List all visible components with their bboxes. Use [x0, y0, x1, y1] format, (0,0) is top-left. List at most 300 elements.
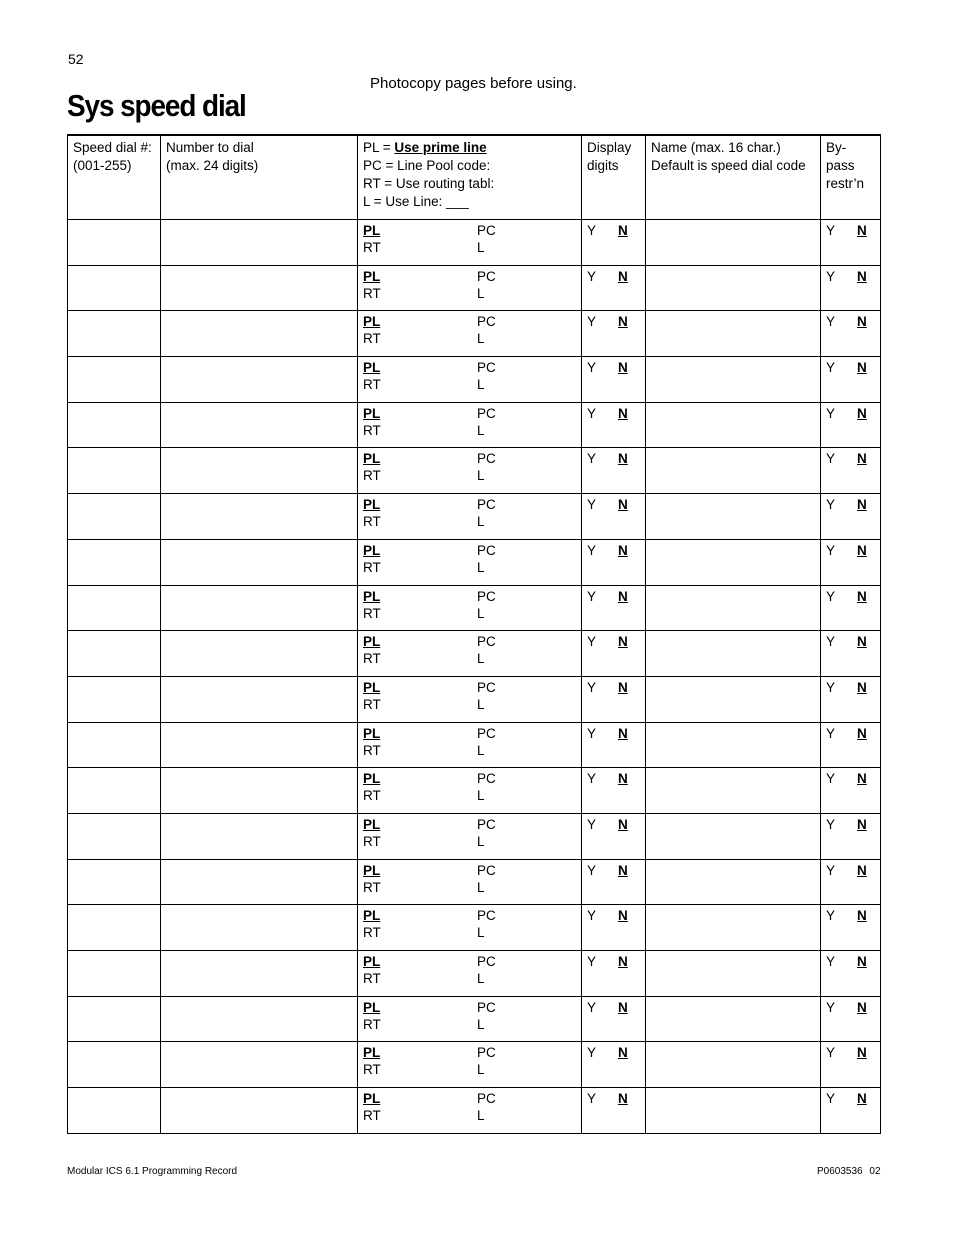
option-yes[interactable]: Y [826, 451, 836, 467]
speed-dial-cell[interactable] [68, 996, 161, 1042]
option-yes[interactable]: Y [826, 679, 836, 695]
number-cell[interactable] [161, 813, 358, 859]
option-no[interactable]: N [857, 634, 867, 650]
display-cell[interactable] [582, 494, 646, 540]
option-rt[interactable]: RT [363, 1062, 381, 1078]
option-pl[interactable]: PL [363, 862, 381, 878]
display-cell[interactable] [582, 859, 646, 905]
option-yes[interactable]: Y [587, 1091, 597, 1107]
display-cell[interactable] [582, 1042, 646, 1088]
name-cell[interactable] [646, 951, 821, 997]
option-pl[interactable]: PL [363, 1045, 381, 1061]
route-cell[interactable] [358, 859, 582, 905]
option-yes[interactable]: Y [587, 314, 597, 330]
header-name-line: Name (max. 16 char.) [651, 140, 781, 155]
speed-dial-cell[interactable] [68, 859, 161, 905]
option-l[interactable]: L [477, 925, 485, 941]
option-no[interactable]: N [618, 725, 628, 741]
option-yes[interactable]: Y [587, 451, 597, 467]
number-cell[interactable] [161, 859, 358, 905]
route-cell[interactable] [358, 722, 582, 768]
route-cell[interactable] [358, 402, 582, 448]
name-cell[interactable] [646, 1088, 821, 1134]
option-yes[interactable]: Y [587, 862, 597, 878]
option-pc[interactable]: PC [477, 360, 496, 376]
display-cell[interactable] [582, 905, 646, 951]
option-rt[interactable]: RT [363, 514, 381, 530]
option-no[interactable]: N [618, 771, 628, 787]
option-pc[interactable]: PC [477, 542, 496, 558]
option-no[interactable]: N [857, 999, 867, 1015]
route-cell[interactable] [358, 1042, 582, 1088]
option-no[interactable]: N [618, 588, 628, 604]
option-pc[interactable]: PC [477, 588, 496, 604]
option-pc[interactable]: PC [477, 223, 496, 238]
speed-dial-cell[interactable] [68, 265, 161, 311]
option-pl[interactable]: PL [363, 223, 381, 238]
option-pc[interactable]: PC [477, 634, 496, 650]
option-pc[interactable]: PC [477, 405, 496, 421]
option-pc[interactable]: PC [477, 679, 496, 695]
bypass-cell[interactable] [821, 859, 881, 905]
option-yes[interactable]: Y [826, 634, 836, 650]
option-yes[interactable]: Y [826, 862, 836, 878]
option-no[interactable]: N [857, 451, 867, 467]
option-rt[interactable]: RT [363, 240, 381, 255]
table-row [68, 1042, 881, 1088]
display-cell[interactable] [582, 311, 646, 357]
speed-dial-cell[interactable] [68, 768, 161, 814]
option-rt[interactable]: RT [363, 285, 381, 301]
bypass-cell[interactable] [821, 402, 881, 448]
option-pc[interactable]: PC [477, 451, 496, 467]
option-no[interactable]: N [618, 634, 628, 650]
option-rt[interactable]: RT [363, 1016, 381, 1032]
option-pl[interactable]: PL [363, 314, 381, 330]
option-no[interactable]: N [618, 314, 628, 330]
option-pc[interactable]: PC [477, 999, 496, 1015]
option-pc[interactable]: PC [477, 771, 496, 787]
option-yes[interactable]: Y [587, 634, 597, 650]
route-options [363, 313, 576, 349]
name-cell[interactable] [646, 722, 821, 768]
option-no[interactable]: N [618, 360, 628, 376]
speed-dial-cell[interactable] [68, 1088, 161, 1134]
route-cell[interactable] [358, 311, 582, 357]
number-cell[interactable] [161, 357, 358, 403]
table-row [68, 722, 881, 768]
option-no[interactable]: N [857, 1091, 867, 1107]
option-no[interactable]: N [857, 954, 867, 969]
bypass-cell[interactable] [821, 813, 881, 859]
option-no[interactable]: N [618, 223, 628, 238]
display-cell[interactable] [582, 265, 646, 311]
option-pl[interactable]: PL [363, 542, 381, 558]
option-no[interactable]: N [618, 451, 628, 467]
speed-dial-cell[interactable] [68, 951, 161, 997]
route-options [363, 1044, 576, 1080]
option-rt[interactable]: RT [363, 331, 381, 347]
display-options [587, 679, 640, 697]
option-l[interactable]: L [477, 1108, 485, 1124]
option-pc[interactable]: PC [477, 1045, 496, 1061]
name-cell[interactable] [646, 905, 821, 951]
number-cell[interactable] [161, 722, 358, 768]
option-no[interactable]: N [618, 816, 628, 832]
option-rt[interactable]: RT [363, 422, 381, 438]
name-cell[interactable] [646, 768, 821, 814]
option-yes[interactable]: Y [587, 816, 597, 832]
option-l[interactable]: L [477, 651, 485, 667]
bypass-cell[interactable] [821, 265, 881, 311]
option-no[interactable]: N [618, 862, 628, 878]
option-pc[interactable]: PC [477, 816, 496, 832]
bypass-options [826, 679, 875, 697]
option-yes[interactable]: Y [826, 223, 836, 238]
option-yes[interactable]: Y [587, 542, 597, 558]
bypass-cell[interactable] [821, 1042, 881, 1088]
option-rt[interactable]: RT [363, 925, 381, 941]
name-cell[interactable] [646, 539, 821, 585]
table-row [68, 265, 881, 311]
bypass-cell[interactable] [821, 448, 881, 494]
option-pc[interactable]: PC [477, 268, 496, 284]
option-pl[interactable]: PL [363, 816, 381, 832]
option-rt[interactable]: RT [363, 971, 381, 986]
option-yes[interactable]: Y [826, 360, 836, 376]
option-pl[interactable]: PL [363, 954, 381, 969]
option-pl[interactable]: PL [363, 679, 381, 695]
speed-dial-cell[interactable] [68, 311, 161, 357]
option-pc[interactable]: PC [477, 725, 496, 741]
speed-dial-cell[interactable] [68, 220, 161, 266]
option-pc[interactable]: PC [477, 908, 496, 924]
number-cell[interactable] [161, 1042, 358, 1088]
option-no[interactable]: N [857, 360, 867, 376]
bypass-cell[interactable] [821, 311, 881, 357]
header-bypass [821, 135, 881, 220]
option-yes[interactable]: Y [587, 405, 597, 421]
number-cell[interactable] [161, 265, 358, 311]
option-rt[interactable]: RT [363, 833, 381, 849]
number-cell[interactable] [161, 631, 358, 677]
name-cell[interactable] [646, 402, 821, 448]
option-l[interactable]: L [477, 422, 485, 438]
speed-dial-cell[interactable] [68, 905, 161, 951]
speed-dial-cell[interactable] [68, 539, 161, 585]
display-cell[interactable] [582, 448, 646, 494]
route-cell[interactable] [358, 676, 582, 722]
number-cell[interactable] [161, 539, 358, 585]
option-no[interactable]: N [857, 908, 867, 924]
route-cell[interactable] [358, 768, 582, 814]
option-l[interactable]: L [477, 559, 485, 575]
option-rt[interactable]: RT [363, 742, 381, 758]
option-pl[interactable]: PL [363, 725, 381, 741]
option-l[interactable]: L [477, 833, 485, 849]
option-yes[interactable]: Y [826, 771, 836, 787]
option-no[interactable]: N [857, 223, 867, 238]
bypass-cell[interactable] [821, 494, 881, 540]
option-l[interactable]: L [477, 285, 485, 301]
option-pc[interactable]: PC [477, 862, 496, 878]
display-cell[interactable] [582, 402, 646, 448]
option-l[interactable]: L [477, 742, 485, 758]
display-cell[interactable] [582, 220, 646, 266]
option-pl[interactable]: PL [363, 451, 381, 467]
option-no[interactable]: N [618, 497, 628, 513]
number-cell[interactable] [161, 585, 358, 631]
display-cell[interactable] [582, 539, 646, 585]
speed-dial-cell[interactable] [68, 722, 161, 768]
display-cell[interactable] [582, 676, 646, 722]
name-cell[interactable] [646, 265, 821, 311]
number-cell[interactable] [161, 676, 358, 722]
option-yes[interactable]: Y [826, 1091, 836, 1107]
option-no[interactable]: N [857, 679, 867, 695]
option-rt[interactable]: RT [363, 468, 381, 484]
bypass-cell[interactable] [821, 951, 881, 997]
name-cell[interactable] [646, 494, 821, 540]
name-cell[interactable] [646, 585, 821, 631]
name-cell[interactable] [646, 631, 821, 677]
speed-dial-cell[interactable] [68, 402, 161, 448]
bypass-cell[interactable] [821, 768, 881, 814]
option-l[interactable]: L [477, 240, 485, 255]
option-pl[interactable]: PL [363, 405, 381, 421]
route-cell[interactable] [358, 357, 582, 403]
option-l[interactable]: L [477, 605, 485, 621]
option-yes[interactable]: Y [826, 954, 836, 969]
option-no[interactable]: N [618, 679, 628, 695]
option-pc[interactable]: PC [477, 954, 496, 969]
option-yes[interactable]: Y [826, 816, 836, 832]
option-pl[interactable]: PL [363, 588, 381, 604]
display-cell[interactable] [582, 813, 646, 859]
option-no[interactable]: N [857, 314, 867, 330]
option-pl[interactable]: PL [363, 1091, 381, 1107]
option-l[interactable]: L [477, 377, 485, 393]
option-no[interactable]: N [857, 497, 867, 513]
speed-dial-cell[interactable] [68, 813, 161, 859]
display-cell[interactable] [582, 768, 646, 814]
bypass-cell[interactable] [821, 357, 881, 403]
name-cell[interactable] [646, 1042, 821, 1088]
option-yes[interactable]: Y [587, 954, 597, 969]
route-cell[interactable] [358, 1088, 582, 1134]
bypass-cell[interactable] [821, 585, 881, 631]
bypass-cell[interactable] [821, 220, 881, 266]
name-cell[interactable] [646, 996, 821, 1042]
speed-dial-cell[interactable] [68, 676, 161, 722]
option-yes[interactable]: Y [587, 497, 597, 513]
option-yes[interactable]: Y [826, 405, 836, 421]
option-pl[interactable]: PL [363, 908, 381, 924]
bypass-cell[interactable] [821, 722, 881, 768]
option-pc[interactable]: PC [477, 497, 496, 513]
option-yes[interactable]: Y [587, 771, 597, 787]
option-pc[interactable]: PC [477, 314, 496, 330]
option-yes[interactable]: Y [826, 908, 836, 924]
option-no[interactable]: N [618, 1045, 628, 1061]
route-cell[interactable] [358, 951, 582, 997]
option-yes[interactable]: Y [826, 314, 836, 330]
option-yes[interactable]: Y [587, 360, 597, 376]
route-cell[interactable] [358, 905, 582, 951]
bypass-cell[interactable] [821, 631, 881, 677]
option-yes[interactable]: Y [587, 908, 597, 924]
option-yes[interactable]: Y [826, 497, 836, 513]
number-cell[interactable] [161, 1088, 358, 1134]
option-rt[interactable]: RT [363, 1108, 381, 1124]
option-yes[interactable]: Y [826, 542, 836, 558]
option-yes[interactable]: Y [587, 268, 597, 284]
display-cell[interactable] [582, 951, 646, 997]
option-pl[interactable]: PL [363, 268, 381, 284]
option-no[interactable]: N [857, 542, 867, 558]
option-yes[interactable]: Y [587, 1045, 597, 1061]
option-l[interactable]: L [477, 331, 485, 347]
option-yes[interactable]: Y [826, 1045, 836, 1061]
option-l[interactable]: L [477, 879, 485, 895]
bypass-cell[interactable] [821, 539, 881, 585]
option-pl[interactable]: PL [363, 360, 381, 376]
option-no[interactable]: N [857, 1045, 867, 1061]
name-cell[interactable] [646, 676, 821, 722]
option-pl[interactable]: PL [363, 771, 381, 787]
option-l[interactable]: L [477, 696, 485, 712]
header-speed-dial-line: (001-255) [73, 158, 132, 173]
number-cell[interactable] [161, 402, 358, 448]
route-cell[interactable] [358, 539, 582, 585]
name-cell[interactable] [646, 357, 821, 403]
route-cell[interactable] [358, 813, 582, 859]
speed-dial-cell[interactable] [68, 494, 161, 540]
display-options [587, 359, 640, 377]
page-number: 52 [68, 51, 84, 67]
route-cell[interactable] [358, 220, 582, 266]
option-pl[interactable]: PL [363, 497, 381, 513]
route-cell[interactable] [358, 585, 582, 631]
option-no[interactable]: N [618, 1091, 628, 1107]
option-yes[interactable]: Y [826, 725, 836, 741]
header-route-pl-value: Use prime line [394, 140, 487, 155]
option-rt[interactable]: RT [363, 651, 381, 667]
option-rt[interactable]: RT [363, 788, 381, 804]
option-pl[interactable]: PL [363, 999, 381, 1015]
display-cell[interactable] [582, 357, 646, 403]
route-cell[interactable] [358, 265, 582, 311]
option-no[interactable]: N [618, 908, 628, 924]
option-yes[interactable]: Y [826, 268, 836, 284]
number-cell[interactable] [161, 494, 358, 540]
option-no[interactable]: N [618, 999, 628, 1015]
display-cell[interactable] [582, 631, 646, 677]
option-no[interactable]: N [857, 588, 867, 604]
speed-dial-cell[interactable] [68, 357, 161, 403]
bypass-cell[interactable] [821, 996, 881, 1042]
option-pc[interactable]: PC [477, 1091, 496, 1107]
display-options [587, 816, 640, 834]
option-l[interactable]: L [477, 788, 485, 804]
option-no[interactable]: N [857, 771, 867, 787]
number-cell[interactable] [161, 311, 358, 357]
bypass-cell[interactable] [821, 1088, 881, 1134]
table-row [68, 996, 881, 1042]
option-no[interactable]: N [857, 862, 867, 878]
option-rt[interactable]: RT [363, 879, 381, 895]
route-options [363, 816, 576, 852]
route-options [363, 999, 576, 1035]
option-l[interactable]: L [477, 468, 485, 484]
option-l[interactable]: L [477, 1016, 485, 1032]
option-yes[interactable]: Y [587, 725, 597, 741]
number-cell[interactable] [161, 768, 358, 814]
option-yes[interactable]: Y [826, 999, 836, 1015]
route-options [363, 542, 576, 578]
number-cell[interactable] [161, 220, 358, 266]
speed-dial-cell[interactable] [68, 631, 161, 677]
option-rt[interactable]: RT [363, 559, 381, 575]
name-cell[interactable] [646, 813, 821, 859]
option-no[interactable]: N [618, 542, 628, 558]
option-l[interactable]: L [477, 971, 485, 986]
name-cell[interactable] [646, 448, 821, 494]
option-no[interactable]: N [618, 268, 628, 284]
number-cell[interactable] [161, 996, 358, 1042]
route-cell[interactable] [358, 631, 582, 677]
option-yes[interactable]: Y [826, 588, 836, 604]
option-yes[interactable]: Y [587, 679, 597, 695]
option-yes[interactable]: Y [587, 999, 597, 1015]
option-yes[interactable]: Y [587, 223, 597, 238]
option-rt[interactable]: RT [363, 605, 381, 621]
bypass-cell[interactable] [821, 676, 881, 722]
display-cell[interactable] [582, 722, 646, 768]
number-cell[interactable] [161, 448, 358, 494]
number-cell[interactable] [161, 905, 358, 951]
bypass-cell[interactable] [821, 905, 881, 951]
option-no[interactable]: N [618, 954, 628, 969]
display-cell[interactable] [582, 1088, 646, 1134]
option-rt[interactable]: RT [363, 377, 381, 393]
option-rt[interactable]: RT [363, 696, 381, 712]
option-no[interactable]: N [857, 725, 867, 741]
option-l[interactable]: L [477, 1062, 485, 1078]
speed-dial-cell[interactable] [68, 1042, 161, 1088]
speed-dial-cell[interactable] [68, 585, 161, 631]
route-cell[interactable] [358, 448, 582, 494]
option-no[interactable]: N [857, 405, 867, 421]
option-no[interactable]: N [857, 268, 867, 284]
route-cell[interactable] [358, 996, 582, 1042]
route-cell[interactable] [358, 494, 582, 540]
option-no[interactable]: N [618, 405, 628, 421]
option-pl[interactable]: PL [363, 634, 381, 650]
name-cell[interactable] [646, 311, 821, 357]
display-cell[interactable] [582, 996, 646, 1042]
name-cell[interactable] [646, 859, 821, 905]
name-cell[interactable] [646, 220, 821, 266]
option-no[interactable]: N [857, 816, 867, 832]
number-cell[interactable] [161, 951, 358, 997]
bypass-options [826, 1044, 875, 1062]
display-cell[interactable] [582, 585, 646, 631]
option-yes[interactable]: Y [587, 588, 597, 604]
display-options [587, 862, 640, 880]
speed-dial-cell[interactable] [68, 448, 161, 494]
option-l[interactable]: L [477, 514, 485, 530]
